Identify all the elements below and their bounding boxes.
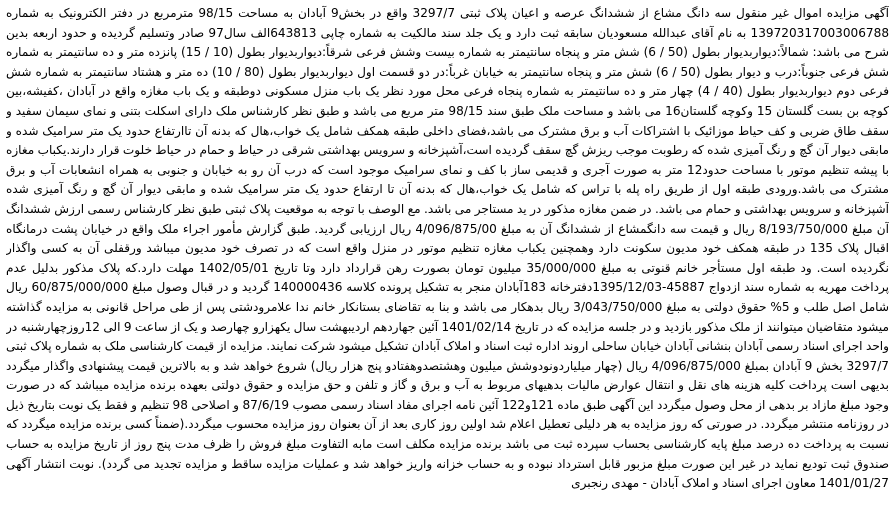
notice-body-text: آگهی مزایده اموال غیر منقول سه دانگ مشاع از ششدانگ عرصه و اعیان پلاک ثبتی 3297/7 واقع در بخش9 آبادان به مساحت 98/15 مترمربع در دفتر الکترونیک به شماره 139720317003006788 به نام آقای عبدالله مسعودیان سابقه ثبت دارد و یک جلد سند مالکیت به شماره چاپی 643813الف سال97 صادر وتسلیم گردیده و حدود اربعه بدین شرح می باشد: شمالاً:دیواربدیوار بطول (50 / 6) شش متر و پنجاه سانتیمتر به شماره بیست وشش فرعی شرقاً:دیواربدیوار بطول (10 / 15) پانزده متر و ده سانتیمتر به شماره شش فرعی جنوباً:درب و دیوار بطول (50 / 6) شش متر و پنجاه سانتیمتر به خیابان غرباً:در دو قسمت اول دیواربدیوار بطول (80 / 10) ده متر و هشتاد سانتیمتر به شماره شش فرعی دوم دیواربدیوار بطول (40 / 4) چهار متر و ده سانتیمتر به شماره پنجاه فرعی محل مورد نظر یک باب منزل مسکونی دوطبقه و یک باب مغازه واقع در آبادان ،کفیشه،بین کوچه بن بست گلستان 15 وکوچه گلستان16 می باشد و مساحت ملک طبق سند 98/15 متر مربع می باشد و طبق نظر کارشناس ملک دارای اسکلت بتنی و نمای سیمان سفید و سقف طاق ضربی و کف حیاط موزائیک با اشتراکات آب و برق مشترک می باشد،فضای داخلی طبقه همکف شامل یک خواب،هال که بدنه آن تاارتفاع حدود یک متر سرامیک شده و مابقی دیوار آن گچ و رنگ آمیزی شده که رطوبت موجب ریزش گچ سقف گردیده است،آشپزخانه و سرویس بهداشتی شرقی در حیاط و حمام در حیاط خلوت قرار دارند.یکباب مغازه با پیشه تنظیم موتور با مساحت حدود12 متر به صورت آجری و قدیمی ساز با کف و نمای سرامیک موجود است که درب آن رو به خیابان و جنوبی به همراه انشعابات آب و برق مشترک می باشد.ورودی طبقه اول از طریق راه پله با تراس که شامل یک خواب،هال که بدنه آن تا ارتفاع حدود یک متر سرامیک شده و مابقی دیوار آن گچ و رنگ آمیزی شده آشپزخانه و سرویس بهداشتی و حمام می باشد. در ضمن مغازه مذکور در ید مستاجر می باشد. مع الوصف با توجه به موقعیت پلاک ثبتی طبق نظر کارشناس رسمی ارزش ششدانگ آن مبلغ 8/193/750/000 ریال و قیمت سه دانگمشاع از ششدانگ آن به مبلغ 4/096/875/00 ریال ارزیابی گردید. طبق گزارش مأمور اجراء ملک واقع در خیابان پشت درمانگاه اقبال پلاک 135 در طبقه همکف خود مدیون سکونت دارد وهمچنین یکباب مغازه تنظیم موتور در منزل واقع است که در تصرف خود مدیون میباشد ورقفلی آن به کسی واگذار نگردیده است. ود طبقه اول مستأجر خانم قنوتی به مبلغ 35/000/000 میلیون تومان بصورت رهن قرارداد دارد وتا تاریخ 1402/05/01 مهلت دارد.که پلاک مذکور بدلیل عدم پرداخت مهریه به شماره سند ازدواج 45887-1395/12/03دفترخانه 183آبادان منجر به تشکیل پرونده کلاسه 140000436 گردید و در قبال وصول مبلغ 60/875/000/000 ریال شامل اصل طلب و 5% حقوق دولتی به مبلغ 3/043/750/000 ریال بدهکار می باشد و بنا به تقاضای بستانکار خانم ندا علامرودشتی پس از طی مراحل قانونی به مزایده گذاشته میشود متقاضیان میتوانند از ملک مذکور بازدید و در جلسه مزایده که در تاریخ 1401/02/14 آئین جهاردهم اردیبهشت سال یکهزارو چهارصد و یک از ساعت 9 الی 12روزچهارشنبه در واحد اجرای اسناد رسمی آبادان بنشانی آبادان خیابان ساحلی اروند اداره ثبت اسناد و املاک آبادان تشکیل میشود شرکت نمایند. مزایده از قیمت کارشناسی ملک به شماره پلاک ثبتی 3297/7 بخش 9 آبادان بمبلغ 4/096/875/000 ریال (چهار میلیاردونودوشش میلیون وهشتصدوهفتادو پنج هزار ریال) شروع خواهد شد و به بالاترین قیمت پیشنهادی واگذار میگردد بدیهی است پرداخت کلیه هزینه های نقل و انتقال عوارض مالیات بدهیهای مربوط به آب و برق و گاز و تلفن و حق مزایده و حقوق دولتی بعهده برنده مزایده میباشد که در صورت وجود مبلغ مازاد بر بدهی از محل وصول میگردد این آگهی طبق ماده 121و122 آئین نامه اجرای مفاد اسناد رسمی مصوب 87/6/19 و اصلاحی 98 تنظیم و فقط یک نوبت بتاریخ ذیل در روزنامه منتشر میگردد. در صورتی که روز مزایده به هر دلیلی تعطیل اعلام شد اولین روز کاری بعد از آن بعنوان روز مزایده محسوب میگردد.(ضمناً کسی برنده مزایده میگردد که نسبت به پرداخت ده درصد مبلغ پایه کارشناسی بحساب سپرده ثبت می باشد برنده مزایده مکلف است مابه التفاوت مبلغ فروش را ظرف مدت پنج روز از تاریخ مزایده به حساب صندوق ثبت تودیع نماید در غیر این صورت مبلغ مزبور قابل استرداد نبوده و به حساب خزانه واریز خواهد شد و عملیات مزایده ساقط و مزایده تجدید می گردد). نوبت انتشار آگهی 1401/01/27 معاون اجرای اسناد و املاک آبادان - مهدی رنجبری	[6, 6, 889, 491]
